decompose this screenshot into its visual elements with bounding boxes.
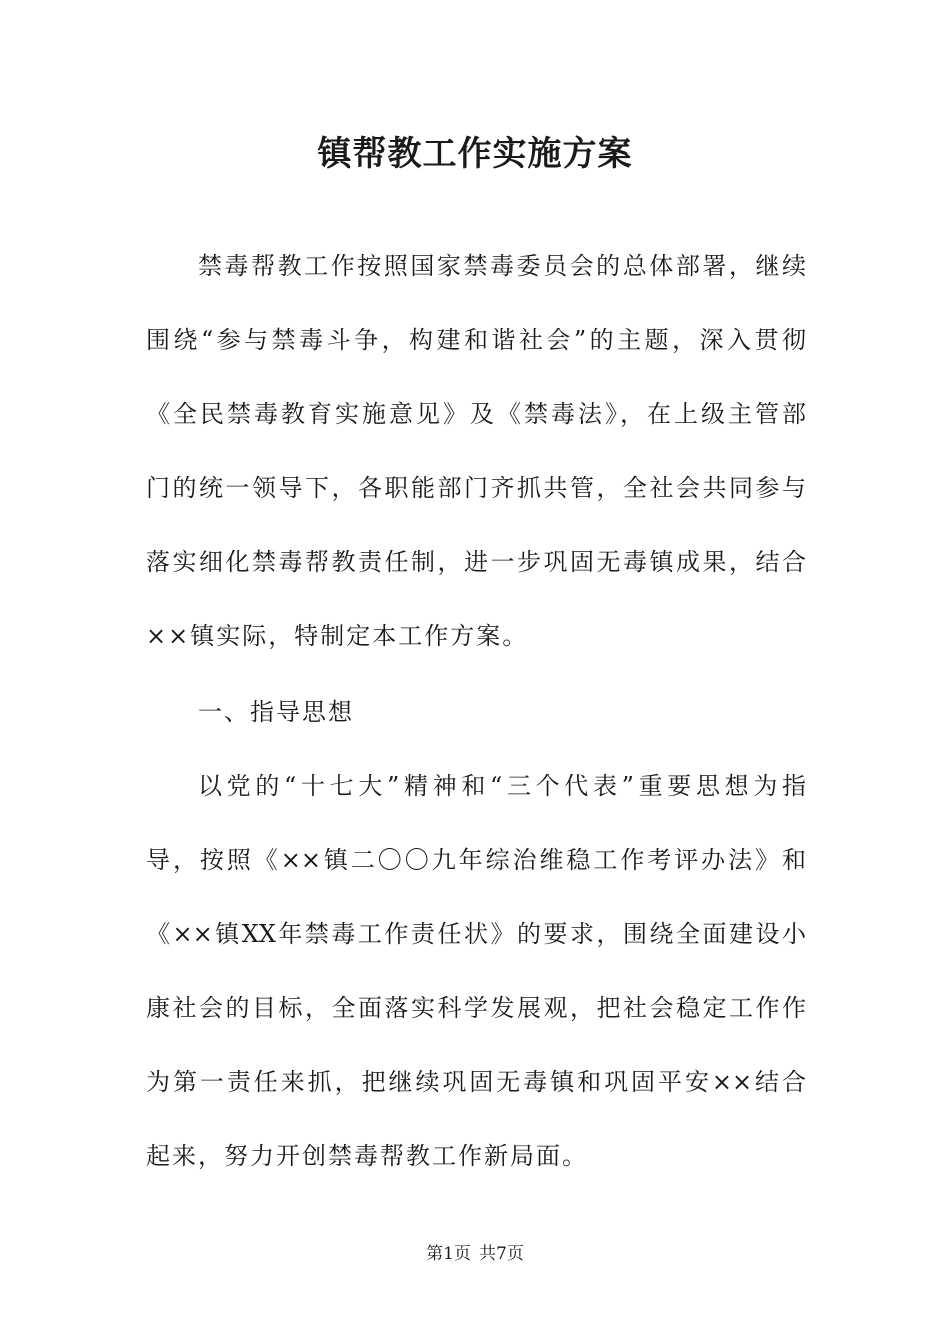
page-footer bbox=[0, 1242, 950, 1266]
section-heading: 一、指导思想 bbox=[198, 698, 354, 726]
paragraph-line: 为第一责任来抓，把继续巩固无毒镇和巩固平安××结合 bbox=[146, 1068, 806, 1096]
page-total: 共7页 bbox=[479, 1244, 524, 1264]
paragraph-line: 禁毒帮教工作按照国家禁毒委员会的总体部署，继续 bbox=[198, 252, 806, 280]
paragraph-line: 康社会的目标，全面落实科学发展观，把社会稳定工作作 bbox=[146, 994, 806, 1022]
page-number: 第1页 bbox=[426, 1244, 471, 1264]
paragraph-line: 《全民禁毒教育实施意见》及《禁毒法》，在上级主管部 bbox=[146, 400, 806, 428]
paragraph-line: 《××镇XX年禁毒工作责任状》的要求，围绕全面建设小 bbox=[146, 920, 806, 948]
paragraph-line: 以党的“十七大”精神和“三个代表”重要思想为指 bbox=[198, 772, 806, 800]
document-title: 镇帮教工作实施方案 bbox=[317, 134, 633, 174]
paragraph-line: 门的统一领导下，各职能部门齐抓共管，全社会共同参与 bbox=[146, 474, 806, 502]
paragraph-line: ××镇实际，特制定本工作方案。 bbox=[146, 622, 529, 650]
paragraph-line: 落实细化禁毒帮教责任制，进一步巩固无毒镇成果，结合 bbox=[146, 548, 806, 576]
paragraph-line: 起来，努力开创禁毒帮教工作新局面。 bbox=[146, 1142, 588, 1170]
paragraph-line: 围绕“参与禁毒斗争，构建和谐社会”的主题，深入贯彻 bbox=[146, 326, 806, 354]
paragraph-line: 导，按照《××镇二〇〇九年综治维稳工作考评办法》和 bbox=[146, 846, 806, 874]
